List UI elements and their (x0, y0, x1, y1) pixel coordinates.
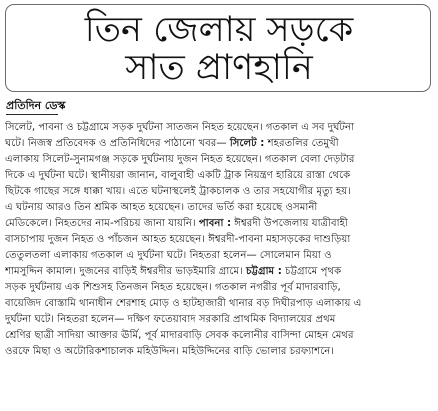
story-text: এলাকায় সিলেট-সুনামগঞ্জ সড়কে দুর্ঘটনায় দুজন নিহত হয়েছেন। গতকাল বেলা দেড়টার (5, 154, 355, 165)
location-tag: পাবনা : (198, 218, 232, 229)
story-text: শ্রেণির ছাত্রী সাদিয়া আক্তার ঊর্মি, পূর্ব মাদারবাড়ি সেবক কলোনীর বাসিন্দা মোহন মেথর (5, 330, 354, 341)
story-text: দুর্ঘটনা ঘটে। নিহতরা হলেন— দক্ষিণ ফতেয়াবাদ সরকারি প্রাথমিক বিদ্যালয়ের প্রথম (5, 314, 336, 325)
story-text: বাসচাপায় দুজন নিহত ও পাঁচজন আহত হয়েছেন। ঈশ্বরদী-পাবনা মহাসড়কের দাশুড়িয়া (5, 234, 351, 245)
story-line (5, 168, 433, 184)
headline-line-1: তিন জেলায় সড়কে (84, 10, 354, 50)
story-line (5, 280, 433, 296)
story-text: দিকে এ দুর্ঘটনা ঘটে। স্থানীয়রা জানান, বালুবাহী একটি ট্রাক নিয়ন্ত্রণ হারিয়ে রাস্তা থেকে (5, 170, 351, 181)
story-text: চট্টগ্রামে পৃথক (281, 266, 342, 277)
story-text: বায়েজিদ বোস্তামি থানাধীন শেরশাহ মোড় ও হাটহাজারী থানার বড় দিঘীরপাড় এলাকায় এ (5, 298, 362, 309)
story-line (5, 216, 433, 232)
story-text: সিলেট, পাবনা ও চট্টগ্রামে সড়ক দুর্ঘটনা সাতজন নিহত হয়েছেন। গতকাল এ সব দুর্ঘটনা (5, 122, 354, 133)
headline-box (5, 4, 431, 92)
story-line (5, 184, 433, 200)
headline-line-2: সাত প্রাণহানি (125, 48, 313, 88)
story-line (5, 312, 433, 328)
story-text: মেডিকেলে। নিহতদের নাম-পরিচয় জানা যায়নি। (5, 218, 199, 229)
story-text: এ ঘটনায় আরও তিন শ্রমিক আহত হয়েছেন। তাদের ভর্তি করা হয়েছে ওসমানী (5, 202, 318, 213)
story-line (5, 264, 433, 280)
story-line (5, 344, 433, 360)
location-tag: চট্টগ্রাম : (246, 266, 282, 277)
story-line (5, 296, 433, 312)
story-text: সড়ক দুর্ঘটনায় এক শিশুসহ তিনজন নিহত হয়েছেন। গতকাল নগরীর পূর্ব মাদারবাড়ি, (5, 282, 341, 293)
story-line (5, 152, 433, 168)
byline-underline (6, 114, 58, 115)
byline: প্রতিদিন ডেস্ক (6, 99, 66, 112)
location-tag: সিলেট : (229, 138, 265, 149)
story-text: শহরতলির তেমুখী (264, 138, 339, 149)
story-text: তেতুলতলা এলাকায় গতকাল এ দুর্ঘটনা ঘটে। নিহতরা হলেন— সোলেমান মিয়া ও (5, 250, 332, 261)
story-text: ঘটে। নিজস্ব প্রতিবেদক ও প্রতিনিধিদের পাঠানো খবর— (5, 138, 230, 149)
story-text: ছিটকে গাছের সঙ্গে ধাক্কা খায়। এতে ঘটনাস্থলেই ট্রাকচালক ও তার সহযোগীর মৃত্যু হয়। (5, 186, 351, 197)
story-line (5, 248, 433, 264)
story-body (5, 120, 433, 360)
story-line (5, 120, 433, 136)
story-line (5, 200, 433, 216)
story-text: শামসুদ্দিন কামাল। দুজনের বাড়িই ঈশ্বরদীর ভাড়ইমারি গ্রামে। (5, 266, 247, 277)
story-line (5, 232, 433, 248)
story-text: ওরফে মিছা ও অটোরিকশাচালক মহিউদ্দিন। মহিউদ্দিনের বাড়ি ভোলার চরফ্যাশনে। (5, 346, 335, 357)
story-text: ঈশ্বরদী উপজেলায় যাত্রীবাহী (231, 218, 348, 229)
story-line (5, 328, 433, 344)
story-line (5, 136, 433, 152)
